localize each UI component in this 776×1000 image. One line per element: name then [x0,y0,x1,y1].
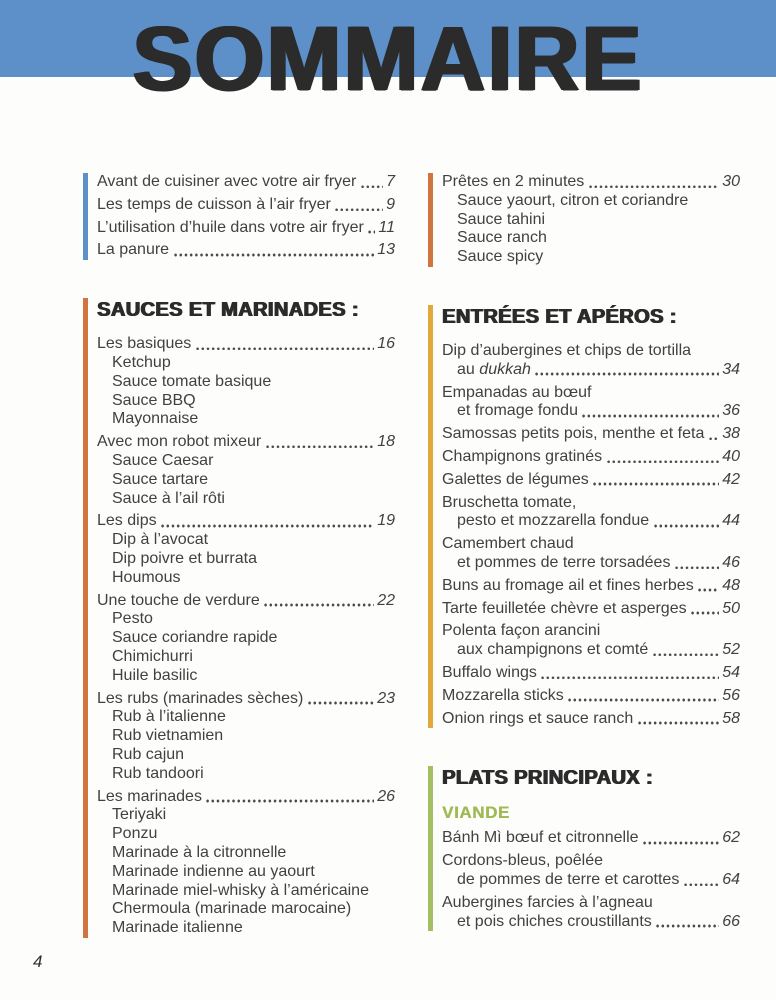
toc-leader-dots [656,924,719,928]
toc-entry [97,410,395,429]
toc-entry-label: Sauce tahini [457,210,546,228]
toc-entry [97,373,395,392]
toc-page-number: 48 [722,576,740,594]
section-heading: PLATS PRINCIPAUX : [442,767,653,790]
toc-section [428,305,740,728]
toc-entry-label: Sauce tartare [112,470,209,488]
toc-entry [442,229,740,248]
toc-entry-label: Pesto [112,610,153,628]
toc-entry [97,335,395,354]
toc-entry [97,173,395,192]
toc-entry-label: Sauce ranch [457,229,547,247]
toc-leader-dots [361,185,383,189]
toc-page-number: 40 [722,447,740,465]
toc-entry-label: Les temps de cuisson à l’air fryer [97,195,331,213]
toc-page-number: 64 [722,870,740,888]
toc-entry-label: L’utilisation d’huile dans votre air fryer [97,218,364,236]
toc-entry-label: Chermoula (marinade marocaine) [112,900,352,918]
toc-entry-label: Marinade à la citronnelle [112,843,287,861]
toc-entry [442,710,740,729]
toc-page-number: 22 [377,591,395,609]
toc-entry-label: et pommes de terre torsadées [457,553,671,571]
toc-leader-dots [607,460,720,464]
section-heading: SAUCES ET MARINADES : [97,299,359,322]
toc-entry-label: Les dips [97,512,157,530]
toc-entry-label: Sauce Caesar [112,451,214,469]
toc-entry [97,765,395,784]
toc-entry-label: Champignons gratinés [442,447,603,465]
toc-entry [97,825,395,844]
toc-entry [442,829,740,848]
toc-entry [442,512,740,531]
toc-entry [442,664,740,683]
toc-entry [97,629,395,648]
toc-entry-label: Galettes de légumes [442,470,589,488]
toc-entry [97,354,395,373]
toc-leader-dots [264,603,374,607]
toc-entry [442,535,740,554]
toc-page-number: 62 [722,829,740,847]
toc-leader-dots [638,721,719,725]
toc-page-number: 13 [377,241,395,259]
toc-entry [97,844,395,863]
toc-entry-label: Les marinades [97,787,202,805]
toc-entry [97,610,395,629]
toc-leader-dots [675,566,719,570]
page-number: 4 [33,952,43,971]
toc-entry [97,900,395,919]
toc-entry [442,687,740,706]
toc-page-number: 42 [722,470,740,488]
toc-entry-label-italic: dukkah [479,360,531,378]
toc-column-left [83,169,395,938]
toc-entry [97,392,395,411]
toc-entry-label: Sauce coriandre rapide [112,629,278,647]
toc-entry [442,384,740,403]
toc-entry [442,894,740,913]
toc-entry-label: Rub tandoori [112,764,204,782]
toc-leader-dots [589,185,719,189]
toc-entry-label: Ponzu [112,825,158,843]
toc-entry [97,241,395,260]
toc-entry [97,531,395,550]
toc-entry-label: Sauce à l’ail rôti [112,489,225,507]
toc-entry [442,448,740,467]
toc-entry-label: Sauce BBQ [112,391,196,409]
toc-page-number: 11 [378,218,395,236]
toc-page-number: 18 [377,433,395,451]
toc-page-number: 23 [377,689,395,707]
toc-page-number: 54 [722,663,740,681]
toc-leader-dots [593,482,719,486]
toc-entry [97,452,395,471]
toc-entry-label: Rub cajun [112,745,185,763]
toc-entry-label: de pommes de terre et carottes [457,870,680,888]
toc-entry-label: Onion rings et sauce ranch [442,709,634,727]
toc-leader-dots [654,524,720,528]
toc-entry [442,913,740,932]
toc-entry [442,173,740,192]
toc-section [428,173,740,267]
toc-leader-dots [335,208,383,212]
toc-section [83,173,395,260]
toc-entry-label: Polenta façon arancini [442,622,601,640]
toc-entry [97,667,395,686]
toc-entry-label: Dip d’aubergines et chips de tortilla [442,341,692,359]
toc-leader-dots [691,611,719,615]
toc-entry [442,554,740,573]
toc-entry-label: Buffalo wings [442,663,537,681]
toc-entry-label: Ketchup [112,353,171,371]
toc-entry [97,882,395,901]
toc-entry-label: Buns au fromage ail et fines herbes [442,576,694,594]
toc-entry [442,425,740,444]
toc-section [428,766,740,931]
toc-entry [97,806,395,825]
toc-entry-label: Prêtes en 2 minutes [442,173,585,190]
toc-entry [442,641,740,660]
toc-entry [97,512,395,531]
toc-entry-label: Marinade indienne au yaourt [112,862,315,880]
toc-page-number: 66 [722,912,740,930]
toc-page-number: 50 [722,599,740,617]
toc-entry [97,746,395,765]
toc-entry-label: Aubergines farcies à l’agneau [442,893,653,911]
toc-entry-label: Empanadas au bœuf [442,383,592,401]
page-title: SOMMAIRE [132,8,644,111]
toc-entry-label: La panure [97,241,170,259]
toc-page-number: 30 [722,173,740,190]
toc-entry-label: Houmous [112,568,181,586]
toc-entry [442,471,740,490]
toc-entry [442,248,740,267]
toc-entry [97,433,395,452]
toc-entry [97,788,395,807]
toc-entry-label: Avant de cuisiner avec votre air fryer [97,173,357,190]
toc-entry-label: Mayonnaise [112,410,199,428]
toc-entry-label: pesto et mozzarella fondue [457,512,650,530]
toc-page-number: 19 [377,512,395,530]
toc-entry-label: Les basiques [97,335,192,353]
toc-entry [442,852,740,871]
toc-leader-dots [643,841,719,845]
toc-entry-label: Dip à l’avocat [112,531,209,549]
toc-entry-label: Marinade italienne [112,919,243,937]
toc-entry [97,648,395,667]
toc-entry [442,600,740,619]
toc-page-number: 38 [722,425,740,443]
toc-leader-dots [582,414,719,418]
toc-leader-dots [308,701,374,705]
toc-entry-label: Camembert chaud [442,535,574,553]
toc-leader-dots [698,588,719,592]
toc-leader-dots [174,253,375,257]
toc-page-number: 44 [722,512,740,530]
toc-entry-label: Sauce yaourt, citron et coriandre [457,191,689,209]
toc-entry-label: Une touche de verdure [97,591,260,609]
header-band [0,0,776,111]
toc-leader-dots [709,437,719,441]
toc-leader-dots [266,445,374,449]
toc-leader-dots [541,676,719,680]
toc-entry-label: Tarte feuilletée chèvre et asperges [442,599,687,617]
toc-entry [97,727,395,746]
section-subheading: VIANDE [442,803,510,823]
toc-entry-label: Bánh Mì bœuf et citronnelle [442,829,639,847]
toc-entry-label: Cordons-bleus, poêlée [442,852,603,870]
toc-entry [97,592,395,611]
toc-entry [97,690,395,709]
toc-page-number: 52 [722,641,740,659]
toc-page-number: 26 [377,787,395,805]
toc-entry [442,871,740,890]
toc-entry [97,219,395,238]
toc-section [83,298,395,938]
toc-entry [97,919,395,938]
toc-entry-label: Samossas petits pois, menthe et feta [442,425,705,443]
toc-entry-label: Sauce tomate basique [112,372,272,390]
toc-leader-dots [653,653,719,657]
toc-column-right [428,169,740,938]
toc-entry [442,494,740,513]
toc-page-number: 46 [722,553,740,571]
toc-leader-dots [196,347,374,351]
toc-leader-dots [206,799,374,803]
toc-entry [442,192,740,211]
toc-entry-label: Mozzarella sticks [442,686,564,704]
toc-entry [97,471,395,490]
toc-entry-label: Avec mon robot mixeur [97,433,262,451]
toc-entry-label: Dip poivre et burrata [112,549,257,567]
toc-entry-label: Chimichurri [112,647,193,665]
toc-entry-label: Rub vietnamien [112,727,224,745]
toc-entry-label: et fromage fondu [457,402,578,420]
toc-page-number: 56 [722,686,740,704]
toc-entry [97,550,395,569]
toc-entry [442,211,740,230]
toc-page-number: 58 [722,709,740,727]
toc-entry-label: Rub à l’italienne [112,708,226,726]
toc-entry [442,622,740,641]
toc-entry-label: Marinade miel-whisky à l’américaine [112,881,369,899]
toc-leader-dots [161,524,374,528]
toc-entry-label: Huile basilic [112,666,198,684]
toc-entry [442,342,740,361]
toc-entry-label: au [457,360,475,378]
toc-entry [97,569,395,588]
toc-entry [442,577,740,596]
toc-entry [97,708,395,727]
section-heading: ENTRÉES ET APÉROS : [442,305,677,328]
toc-entry [442,402,740,421]
toc-leader-dots [684,883,719,887]
toc-entry-label: Sauce spicy [457,248,544,266]
toc-page-number: 36 [722,402,740,420]
toc-entry-label: aux champignons et comté [457,641,649,659]
toc-leader-dots [568,698,719,702]
toc-leader-dots [535,372,719,376]
toc-entry [97,490,395,509]
toc-entry-label: Bruschetta tomate, [442,493,577,511]
toc-page-number: 34 [722,360,740,378]
toc-entry [442,361,740,380]
toc-entry [97,863,395,882]
toc-page-number: 7 [386,173,395,190]
toc-entry-label: Teriyaki [112,806,167,824]
toc-content [0,169,776,938]
toc-entry [97,196,395,215]
toc-page-number: 16 [377,335,395,353]
toc-entry-label: et pois chiches croustillants [457,912,652,930]
toc-entry-label: Les rubs (marinades sèches) [97,689,304,707]
toc-leader-dots [368,230,375,234]
toc-page-number: 9 [386,195,395,213]
